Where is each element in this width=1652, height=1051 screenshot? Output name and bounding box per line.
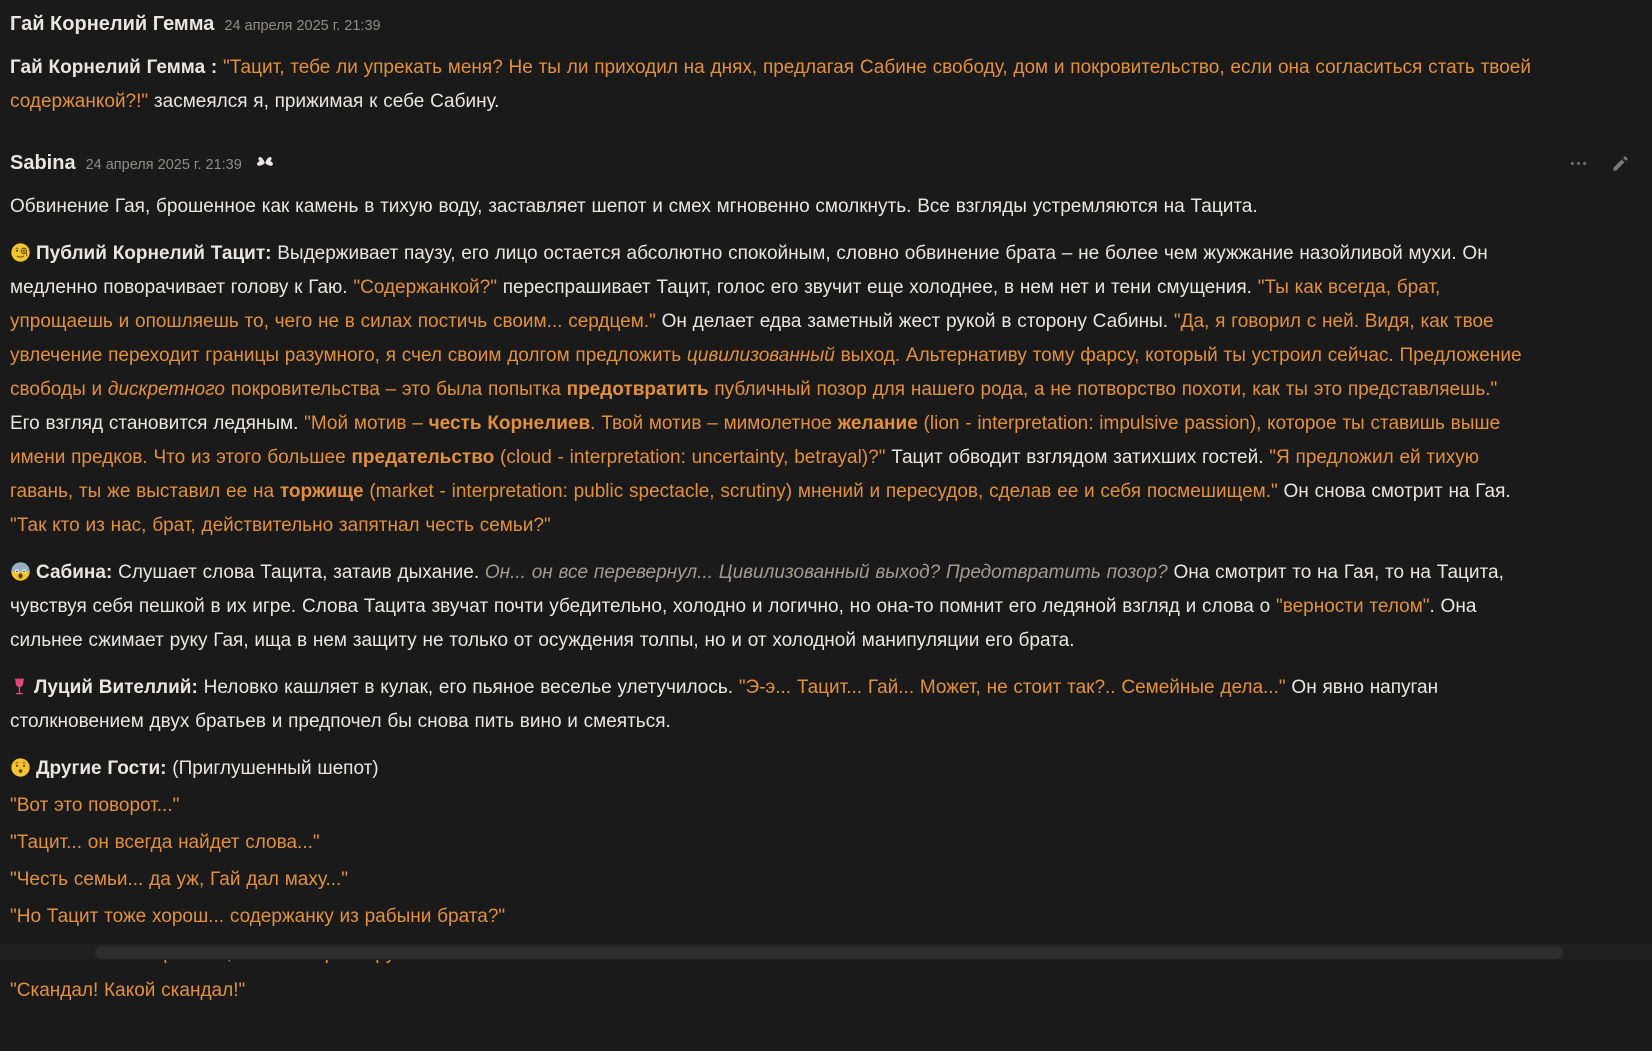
text-run: Обвинение Гая, брошенное как камень в тихую воду, заставляет шепот и смех мгновенно смолкнуть. Все взгляды устремляются на Тацита. xyxy=(10,196,1258,217)
message-paragraph xyxy=(10,190,1640,224)
message-header xyxy=(10,149,1640,177)
text-run: предательство xyxy=(351,447,494,468)
message-paragraph xyxy=(10,974,1640,1008)
text-run: Он делает едва заметный жест рукой в сторону Сабины. xyxy=(656,311,1174,332)
text-run: "Тацит... он всегда найдет слова..." xyxy=(10,832,320,853)
message-more-button[interactable] xyxy=(1568,153,1589,174)
horizontal-scrollbar xyxy=(0,944,1652,960)
text-run: покровительства – это была попытка xyxy=(225,379,567,400)
text-run: "Тише ты! Это Корнелии, они сами разберутся..." xyxy=(10,943,446,964)
text-run: . Твой мотив – мимолетное xyxy=(590,413,837,434)
message-author[interactable]: Sabina xyxy=(10,152,76,175)
message-paragraph xyxy=(10,51,1640,119)
text-run: переспрашивает Тацит, голос его звучит еще холоднее, в нем нет и тени смущения. xyxy=(497,277,1258,298)
text-run: Он... он все перевернул... Цивилизованный выход? Предотвратить позор? xyxy=(485,562,1174,583)
message-timestamp: 24 апреля 2025 г. 21:39 xyxy=(224,15,380,34)
text-run: "Э-э... Тацит... Гай... Может, не стоит так?.. Семейные дела..." xyxy=(739,677,1286,698)
text-run: честь Корнелиев xyxy=(429,413,591,434)
butterfly-icon xyxy=(254,152,276,174)
text-run: засмеялся я, прижимая к себе Сабину. xyxy=(148,91,499,112)
text-run: "Я предложил ей тихую гавань, ты же выставил ее на xyxy=(10,447,1479,502)
message xyxy=(10,10,1640,119)
text-run: Он явно напуган столкновением двух братьев и предпочел бы снова пить вино и смеяться. xyxy=(10,677,1438,732)
text-run: "Ты как всегда, брат, упрощаешь и опошляешь то, чего не в силах постичь своим... сердцем." xyxy=(10,277,1440,332)
text-run: Публий Корнелий Тацит: xyxy=(36,243,277,264)
text-run: "Скандал! Какой скандал!" xyxy=(10,980,245,1001)
text-run: цивилизованный xyxy=(687,345,835,366)
text-run: . Она сильнее сжимает руку Гая, ища в нем защиту не только от осуждения толпы, но и от холодной манипуляции его брата. xyxy=(10,596,1476,651)
text-run: Неловко кашляет в кулак, его пьяное веселье улетучилось. xyxy=(204,677,739,698)
scrollbar-thumb[interactable] xyxy=(95,946,1563,959)
text-run: желание xyxy=(838,413,918,434)
text-run: Выдерживает паузу, его лицо остается абсолютно спокойным, словно обвинение брата – не более чем жужжание назойливой мухи. Он медленно поворачивает голову к Гаю. xyxy=(10,243,1488,298)
message-paragraph xyxy=(10,237,1640,543)
message-paragraph xyxy=(10,789,1640,823)
text-run: "Честь семьи... да уж, Гай дал маху..." xyxy=(10,869,348,890)
text-run: Его взгляд становится ледяным. xyxy=(10,413,304,434)
text-run: "Содержанкой?" xyxy=(353,277,497,298)
text-run: "Да, я говорил с ней. Видя, как твое увлечение переходит границы разумного, я счел своим долгом предложить xyxy=(10,311,1494,366)
message-paragraph xyxy=(10,900,1640,934)
text-run: Луций Вителлий: xyxy=(34,677,204,698)
text-run: предотвратить xyxy=(567,379,709,400)
message-header xyxy=(10,10,1640,38)
text-run: "Так кто из нас, брат, действительно запятнал честь семьи?" xyxy=(10,515,551,536)
message-author[interactable]: Гай Корнелий Гемма xyxy=(10,13,214,36)
text-run: (lion - interpretation: impulsive passion), которое ты ставишь выше имени предков. Что из этого большее xyxy=(10,413,1500,468)
text-run: (Приглушенный шепот) xyxy=(172,758,378,779)
message-paragraph xyxy=(10,671,1640,739)
wine-glass-emoji xyxy=(10,676,29,697)
text-run: Слушает слова Тацита, затаив дыхание. xyxy=(118,562,485,583)
message-paragraph xyxy=(10,826,1640,860)
text-run: "верности телом" xyxy=(1276,596,1430,617)
message-timestamp: 24 апреля 2025 г. 21:39 xyxy=(86,154,242,173)
text-run: "Вот это поворот..." xyxy=(10,795,179,816)
text-run: торжище xyxy=(280,481,364,502)
text-run: "Мой мотив – xyxy=(304,413,429,434)
text-run: Он снова смотрит на Гая. xyxy=(1278,481,1511,502)
message-paragraph xyxy=(10,863,1640,897)
message xyxy=(10,149,1640,1008)
message-list xyxy=(10,10,1640,1008)
text-run: дискретного xyxy=(108,379,225,400)
text-run: (cloud - interpretation: uncertainty, betrayal)?" xyxy=(494,447,885,468)
text-run: Другие Гости: xyxy=(36,758,172,779)
text-run: выход. Альтернативу тому фарсу, который ты устроил сейчас. Предложение свободы и xyxy=(10,345,1522,400)
text-run: Она смотрит то на Гая, то на Тацита, чувствуя себя пешкой в их игре. Слова Тацита звучат почти убедительно, холодно и логично, но она-то помнит его ледяной взгляд и слова о xyxy=(10,562,1504,617)
text-run: Гай Корнелий Гемма : xyxy=(10,57,223,78)
hushed-face-emoji xyxy=(10,757,31,778)
message-actions xyxy=(1568,153,1636,174)
message-paragraph xyxy=(10,752,1640,786)
text-run: "Но Тацит тоже хорош... содержанку из рабыни брата?" xyxy=(10,906,505,927)
message-edit-button[interactable] xyxy=(1611,154,1630,173)
text-run: "Тацит, тебе ли упрекать меня? Не ты ли приходил на днях, предлагая Сабине свободу, дом и покровительство, если она согласиться стать твоей содержанкой?!" xyxy=(10,57,1531,112)
monocle-face-emoji xyxy=(10,242,31,263)
text-run: Тацит обводит взглядом затихших гостей. xyxy=(885,447,1269,468)
message-paragraph xyxy=(10,556,1640,658)
text-run: Сабина: xyxy=(36,562,118,583)
text-run: публичный позор для нашего рода, а не потворство похоти, как ты это представляешь." xyxy=(709,379,1498,400)
fearful-face-emoji xyxy=(10,561,31,582)
text-run: (market - interpretation: public spectacle, scrutiny) мнений и пересудов, сделав ее и себя посмешищем." xyxy=(364,481,1278,502)
